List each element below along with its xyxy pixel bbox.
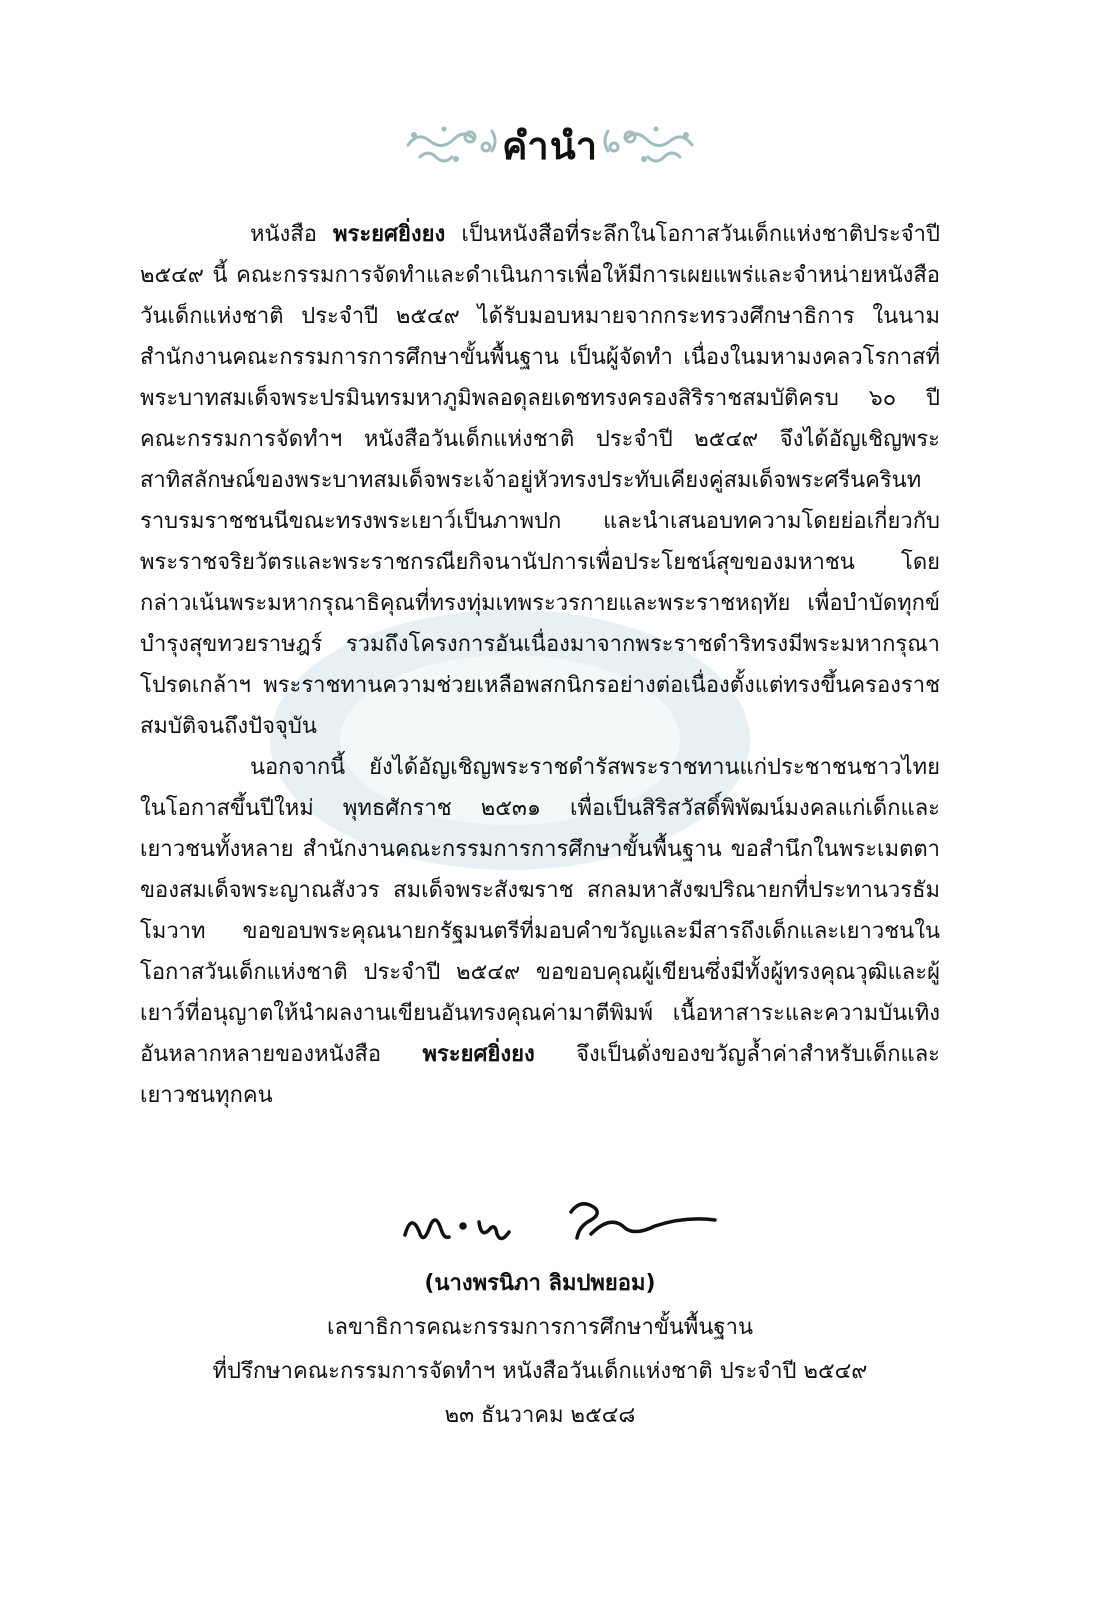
handwritten-signature bbox=[395, 1190, 725, 1260]
paragraph-2 bbox=[140, 747, 940, 1116]
foreword-body bbox=[140, 214, 940, 1116]
signer-role: ที่ปรึกษาคณะกรรมการจัดทำฯ หนังสือวันเด็กแห่งชาติ ประจำปี ๒๕๔๙ bbox=[212, 1359, 868, 1384]
paragraph-1-text-b: เป็นหนังสือที่ระลึกในโอกาสวันเด็กแห่งชาติประจำปี ๒๕๔๙ นี้ คณะกรรมการจัดทำและดำเนินการเพื่อให้มีการเผยแพร่และจำหน่ายหนังสือวันเด็กแห่งชาติ ประจำปี ๒๕๔๙ ได้รับมอบหมายจากกระทรวงศึกษาธิการ ในนามสำนักงานคณะกรรมการการศึกษาขั้นพื้นฐาน เป็นผู้จัดทำ เนื่องในมหามงคลวโรกาสที่พระบาทสมเด็จพระปรมินทรมหาภูมิพลอดุลยเดชทรงครองสิริราชสมบัติครบ ๖๐ ปี คณะกรรมการจัดทำฯ หนังสือวันเด็กแห่งชาติ ประจำปี ๒๕๔๙ จึงได้อัญเชิญพระสาทิสลักษณ์ของพระบาทสมเด็จพระเจ้าอยู่หัวทรงประทับเคียงคู่สมเด็จพระศรีนครินทราบรมราชชนนีขณะทรงพระเยาว์เป็นภาพปก และนำเสนอบทความโดยย่อเกี่ยวกับพระราชจริยวัตรและพระราชกรณียกิจนานัปการเพื่อประโยชน์สุขของมหาชน โดยกล่าวเน้นพระมหากรุณาธิคุณที่ทรงทุ่มเทพระวรกายและพระราชหฤทัย เพื่อบำบัดทุกข์บำรุงสุขทวยราษฎร์ รวมถึงโครงการอันเนื่องมาจากพระราชดำริทรงมีพระมหากรุณาโปรดเกล้าฯ พระราชทานความช่วยเหลือพสกนิกรอย่างต่อเนื่องตั้งแต่ทรงขึ้นครองราชสมบัติจนถึงปัจจุบัน bbox=[140, 222, 940, 739]
book-title-emphasis: พระยศยิ่งยง bbox=[422, 1042, 535, 1067]
page-title: คำนำ bbox=[501, 124, 599, 168]
signer-position: เลขาธิการคณะกรรมการการศึกษาขั้นพื้นฐาน bbox=[327, 1315, 753, 1340]
signer-block bbox=[140, 1262, 940, 1438]
signing-date: ๒๓ ธันวาคม ๒๕๔๘ bbox=[444, 1403, 636, 1428]
floral-ornament-right bbox=[590, 115, 700, 170]
header-ornament-group bbox=[400, 105, 700, 175]
signer-name: (นางพรนิภา ลิมปพยอม) bbox=[424, 1271, 656, 1296]
paragraph-1-text-a: หนังสือ bbox=[250, 222, 334, 247]
paragraph-2-text-a: นอกจากนี้ ยังได้อัญเชิญพระราชดำรัสพระราชทานแก่ประชาชนชาวไทยในโอกาสขึ้นปีใหม่ พุทธศักราช ๒๕๓๑ เพื่อเป็นสิริสวัสดิ์พิพัฒน์มงคลแก่เด็กและเยาวชนทั้งหลาย สำนักงานคณะกรรมการการศึกษาขั้นพื้นฐาน ขอสำนึกในพระเมตตาของสมเด็จพระญาณสังวร สมเด็จพระสังฆราช สกลมหาสังฆปริณายกที่ประทานวรธัมโมวาท ขอขอบพระคุณนายกรัฐมนตรีที่มอบคำขวัญและมีสารถึงเด็กและเยาวชนในโอกาสวันเด็กแห่งชาติ ประจำปี ๒๕๔๙ ขอขอบคุณผู้เขียนซึ่งมีทั้งผู้ทรงคุณวุฒิและผู้เยาว์ที่อนุญาตให้นำผลงานเขียนอันทรงคุณค่ามาตีพิมพ์ เนื้อหาสาระและความบันเทิงอันหลากหลายของหนังสือ bbox=[140, 755, 940, 1067]
paragraph-1 bbox=[140, 214, 940, 747]
book-title-emphasis: พระยศยิ่งยง bbox=[333, 222, 446, 247]
paragraph-2-text-b: จึงเป็นดั่งของขวัญล้ำค่าสำหรับเด็กและเยาวชนทุกคน bbox=[140, 1042, 940, 1108]
